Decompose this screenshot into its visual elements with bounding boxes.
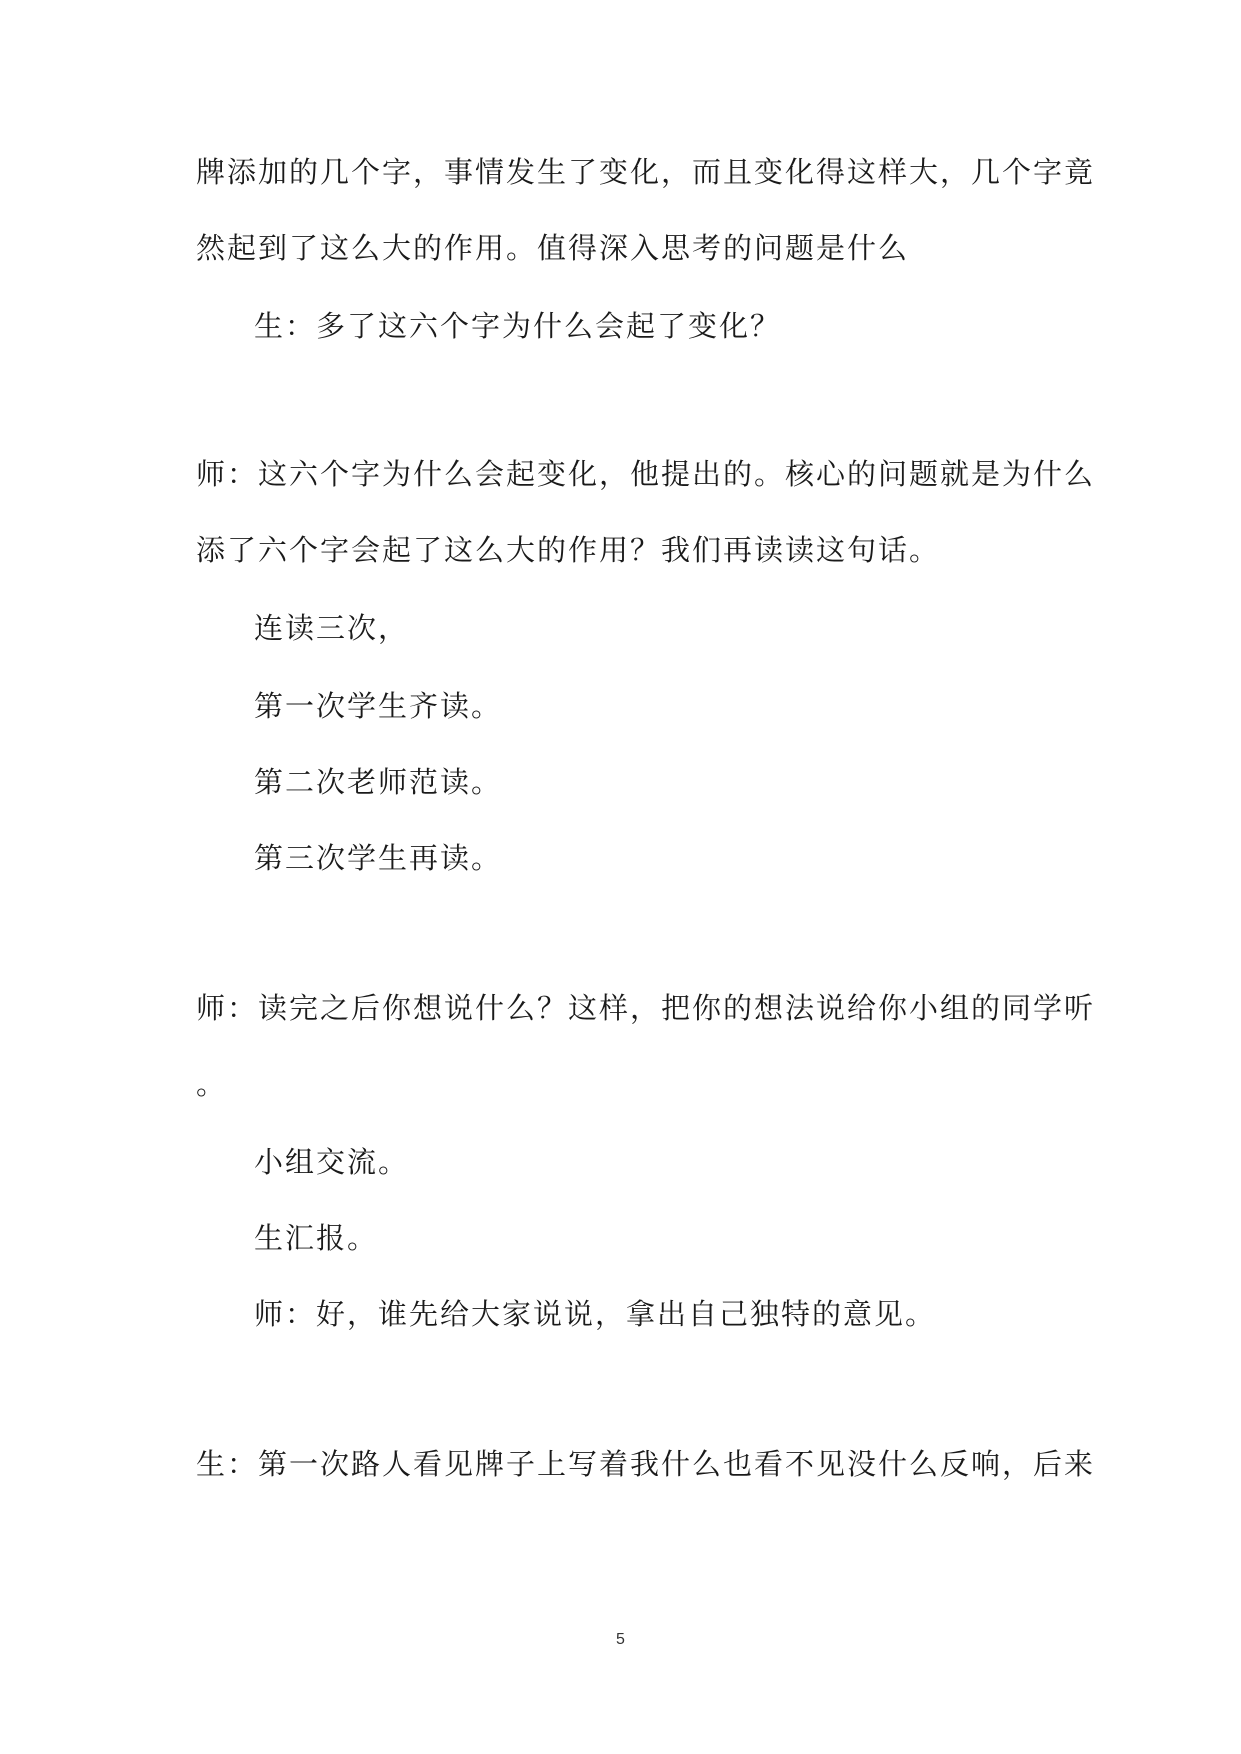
- paragraph-line: 连读三次，: [254, 611, 410, 645]
- paragraph-line: 然起到了这么大的作用。值得深入思考的问题是什么: [196, 231, 910, 265]
- paragraph-line: 师：这六个字为什么会起变化，他提出的。核心的问题就是为什么: [196, 457, 1096, 491]
- paragraph-line: 师：读完之后你想说什么？这样，把你的想法说给你小组的同学听: [196, 991, 1096, 1025]
- paragraph-line: 第二次老师范读。: [254, 765, 503, 799]
- paragraph-line: 添了六个字会起了这么大的作用？我们再读读这句话。: [196, 533, 941, 567]
- paragraph-line: 第一次学生齐读。: [254, 689, 503, 723]
- paragraph-line: 第三次学生再读。: [254, 841, 503, 875]
- paragraph-line: 生：多了这六个字为什么会起了变化？: [254, 309, 782, 343]
- paragraph-line: 生汇报。: [254, 1221, 379, 1255]
- paragraph-line: 小组交流。: [254, 1145, 410, 1179]
- paragraph-line: 师：好，谁先给大家说说，拿出自己独特的意见。: [254, 1297, 937, 1331]
- paragraph-line: 牌添加的几个字，事情发生了变化，而且变化得这样大，几个字竟: [196, 155, 1096, 189]
- paragraph-line: 生：第一次路人看见牌子上写着我什么也看不见没什么反响，后来: [196, 1447, 1096, 1481]
- page-number: 5: [616, 1631, 625, 1648]
- paragraph-line: 。: [196, 1067, 228, 1101]
